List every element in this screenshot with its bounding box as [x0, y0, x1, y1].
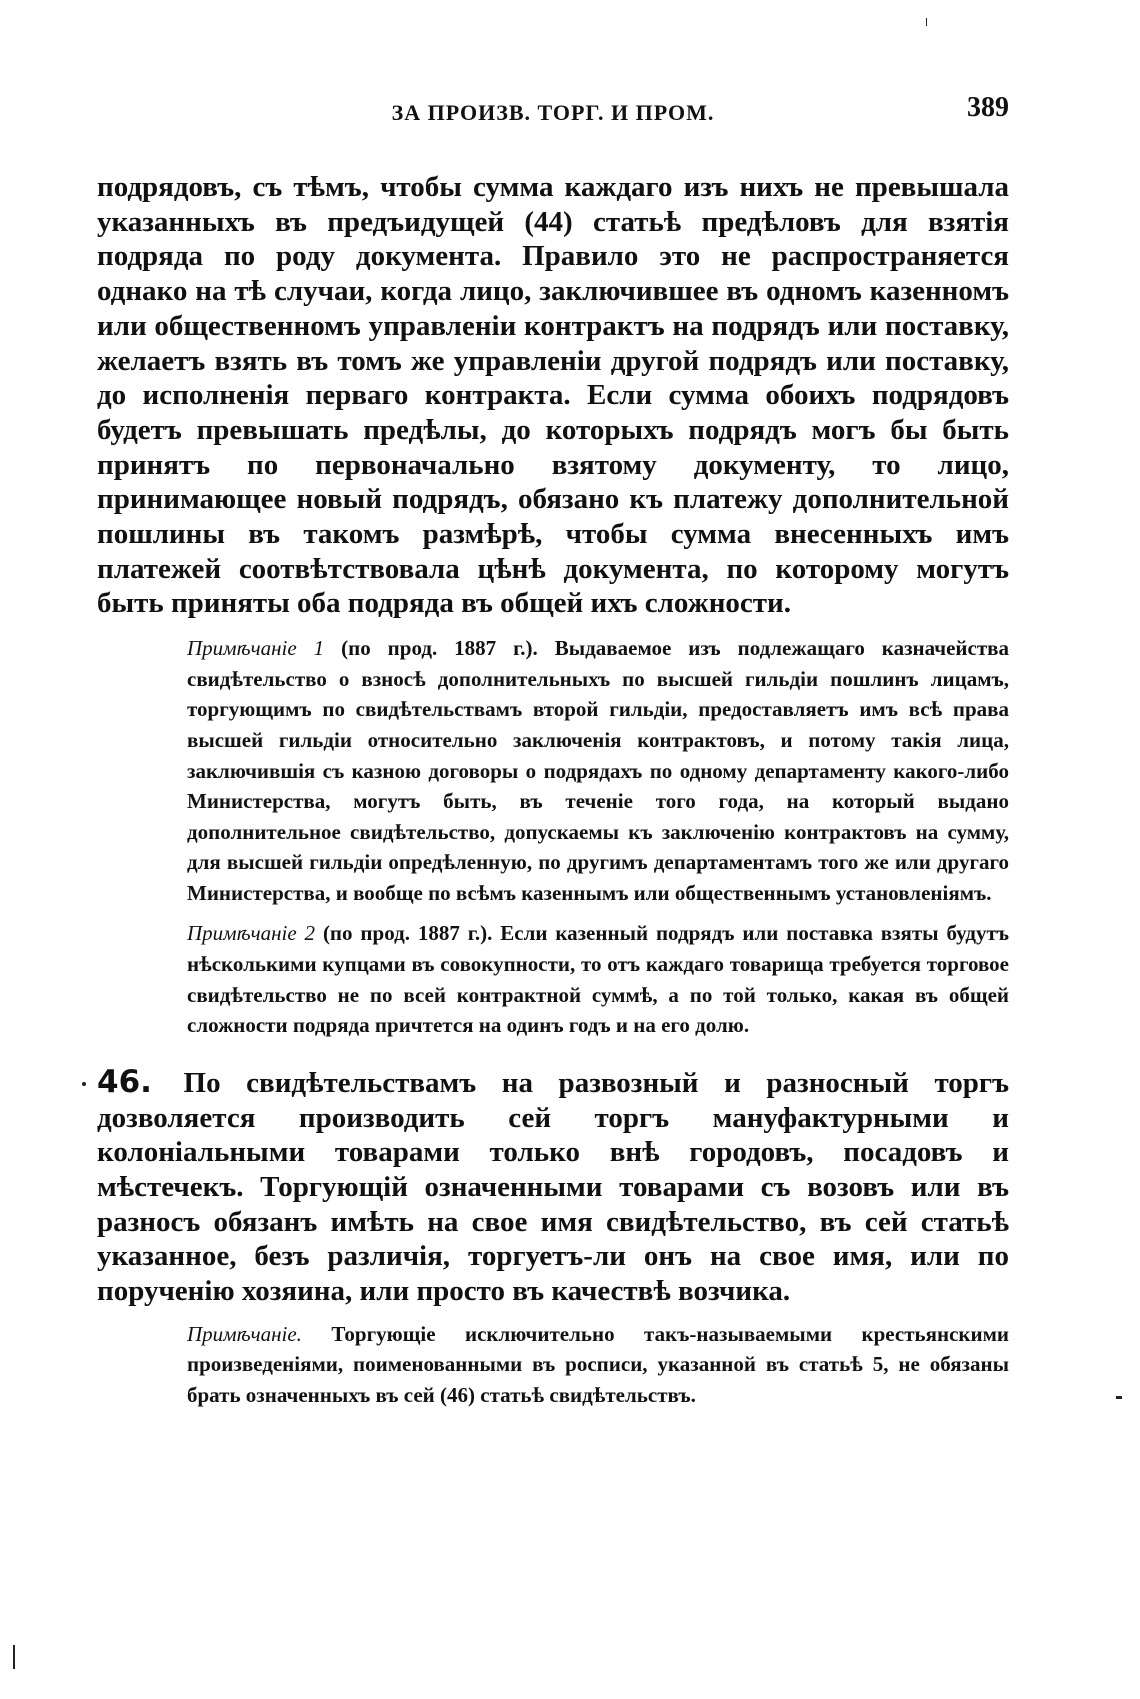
note-2: [187, 918, 1009, 1040]
scan-speck: [82, 1082, 86, 1086]
page-number: 389: [967, 92, 1009, 123]
note-2-label: Примѣчаніе 2: [187, 921, 316, 946]
note-1-label: Примѣчаніе 1: [187, 636, 325, 661]
paragraph-continuation: подрядовъ, съ тѣмъ, чтобы сумма каждаго изъ нихъ не превышала указанныхъ въ предъидущей (44) статьѣ предѣловъ для взятія подряда по роду документа. Правило это не распространяется однако на тѣ случаи, когда лицо, заключившее въ одномъ казенномъ или общественномъ управленіи контрактъ на подрядъ или поставку, желаетъ взять въ томъ же управленіи другой подрядъ или поставку, до исполненія перваго контракта. Если сумма обоихъ подрядовъ будетъ превышать предѣлы, до которыхъ подрядъ могъ бы быть принятъ по первоначально взятому документу, то лицо, принимающее новый подрядъ, обязано къ платежу дополнительной пошлины въ такомъ размѣрѣ, чтобы сумма внесенныхъ имъ платежей соотвѣтствовала цѣнѣ документа, по которому могутъ быть приняты оба подряда въ общей ихъ сложности.: [97, 171, 1009, 620]
note-3: [187, 1319, 1009, 1411]
scan-speck: [13, 1645, 15, 1669]
note-1-text: (по прод. 1887 г.). Выдаваемое изъ подлежащаго казначейства свидѣтельство о взносѣ дополнительныхъ по высшей гильдіи пошлинъ лицамъ, торгующимъ по свидѣтельствамъ второй гильдіи, предоставляетъ имъ всѣ права высшей гильдіи относительно заключенія контрактовъ, и потому такія лица, заключившія съ казною договоры о подрядахъ по одному департаменту какого-либо Министерства, могутъ быть, въ теченіе того года, на который выдано дополнительное свидѣтельство, допускаемы къ заключенію контрактовъ на сумму, для высшей гильдіи опредѣленную, по другимъ департаментамъ того же или другаго Министерства, и вообще по всѣмъ казеннымъ или общественнымъ установленіямъ.: [187, 636, 1010, 905]
running-head: [97, 92, 1009, 134]
note-1: [187, 633, 1009, 908]
article-46: [97, 1065, 1009, 1309]
article-number: 46.: [97, 1063, 152, 1100]
scan-speck: [926, 18, 927, 26]
scan-speck: [1116, 1396, 1122, 1399]
note-3-text: Торгующіе исключительно такъ-называемыми крестьянскими произведеніями, поименованными въ росписи, указанной въ статьѣ 5, не обязаны брать означенныхъ въ сей (46) статьѣ свидѣтельствъ.: [187, 1321, 1010, 1407]
running-title: ЗА ПРОИЗВ. ТОРГ. И ПРОМ.: [391, 100, 715, 125]
article-46-text: По свидѣтельствамъ на развозный и разносный торгъ дозволяется производить сей торгъ мануфактурными и колоніальными товарами только внѣ городовъ, посадовъ и мѣстечекъ. Торгующій означенными товарами съ возовъ или въ разносъ обязанъ имѣть на свое имя свидѣтельство, въ сей статьѣ указанное, безъ различія, торгуетъ-ли онъ на свое имя, или по порученію хозяина, или просто въ качествѣ возчика.: [97, 1066, 1010, 1308]
book-page: [97, 92, 1009, 1411]
note-2-text: (по прод. 1887 г.). Если казенный подрядъ или поставка взяты будутъ нѣсколькими купцами въ совокупности, то отъ каждаго товарища требуется торговое свидѣтельство не по всей контрактной суммѣ, а по той только, какая въ общей сложности подряда причтется на одинъ годъ и на его долю.: [187, 921, 1010, 1038]
note-3-label: Примѣчаніе.: [187, 1321, 302, 1346]
